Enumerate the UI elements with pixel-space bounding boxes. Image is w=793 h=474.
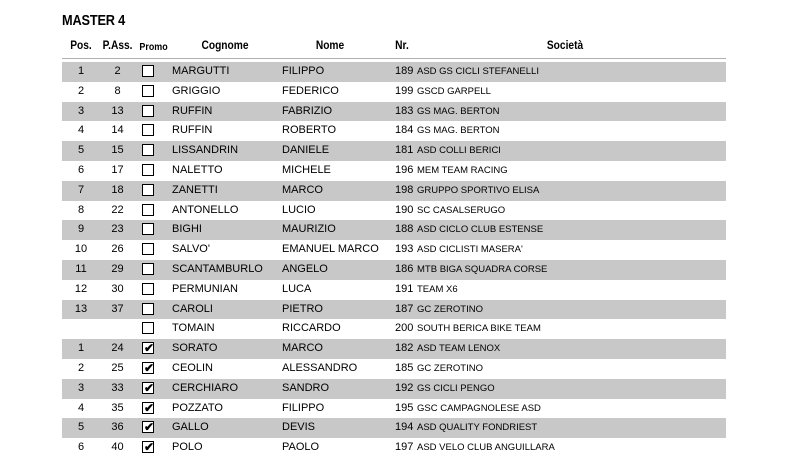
position-cell: 1 — [77, 342, 85, 355]
table-row — [62, 319, 726, 339]
position-cell: 13 — [74, 302, 88, 315]
table-row — [62, 82, 726, 102]
header-pass: P.Ass. — [102, 38, 133, 52]
assigned-position-cell: 17 — [111, 163, 124, 176]
team-cell: MTB BIGA SQUADRA CORSE — [417, 263, 548, 275]
promo-checkbox — [142, 263, 154, 275]
surname-cell: GALLO — [172, 421, 209, 434]
table-row — [62, 280, 726, 300]
promo-checkbox-checked — [142, 402, 154, 414]
checkmark-icon: ✔ — [144, 420, 155, 435]
position-cell: 9 — [77, 223, 85, 236]
name-cell: MICHELE — [282, 163, 331, 176]
position-cell: 6 — [77, 163, 85, 176]
surname-cell: NALETTO — [172, 163, 223, 176]
promo-checkbox — [142, 283, 154, 295]
name-cell: SANDRO — [282, 381, 330, 394]
checkmark-icon: ✔ — [144, 360, 155, 375]
assigned-position-cell: 40 — [111, 441, 124, 454]
team-cell: ASD COLLI BERICI — [417, 145, 501, 157]
promo-checkbox-checked — [142, 441, 154, 453]
surname-cell: ZANETTI — [172, 183, 218, 196]
team-cell: ASD TEAM LENOX — [417, 343, 501, 355]
team-cell: MEM TEAM RACING — [417, 164, 508, 176]
bib-number-cell: 198 — [395, 183, 414, 196]
table-row — [62, 220, 726, 240]
assigned-position-cell: 23 — [111, 223, 124, 236]
position-cell: 5 — [77, 421, 85, 434]
team-cell: SC CASALSERUGO — [417, 204, 506, 216]
team-cell: GRUPPO SPORTIVO ELISA — [417, 184, 540, 196]
checkmark-icon: ✔ — [144, 341, 155, 356]
team-cell: ASD GS CICLI STEFANELLI — [417, 66, 539, 77]
position-cell: 5 — [77, 144, 85, 157]
table-row — [62, 438, 726, 458]
team-cell: GC ZEROTINO — [417, 303, 483, 315]
promo-checkbox — [142, 65, 154, 77]
bib-number-cell: 194 — [395, 421, 414, 434]
table-row — [62, 141, 726, 161]
header-promo: Promo — [139, 41, 168, 53]
surname-cell: SORATO — [172, 342, 218, 355]
assigned-position-cell: 30 — [111, 282, 124, 295]
assigned-position-cell: 37 — [111, 302, 124, 315]
name-cell: PAOLO — [282, 441, 320, 454]
checkmark-icon: ✔ — [144, 440, 155, 455]
bib-number-cell: 193 — [395, 243, 414, 256]
surname-cell: POLO — [172, 441, 203, 454]
bib-number-cell: 200 — [395, 322, 414, 335]
team-cell: GSC CAMPAGNOLESE ASD — [417, 402, 541, 414]
surname-cell: ANTONELLO — [172, 203, 239, 216]
position-cell: 6 — [77, 441, 85, 454]
name-cell: DEVIS — [282, 421, 316, 434]
surname-cell: POZZATO — [172, 401, 223, 414]
team-cell: GS CICLI PENGO — [417, 382, 495, 394]
table-row — [62, 161, 726, 181]
assigned-position-cell: 35 — [111, 401, 124, 414]
name-cell: DANIELE — [282, 144, 330, 157]
assigned-position-cell: 26 — [111, 243, 124, 256]
header-nome: Nome — [315, 38, 345, 52]
promo-checkbox-checked — [142, 362, 154, 374]
name-cell: LUCA — [282, 282, 312, 295]
surname-cell: RUFFIN — [172, 124, 213, 137]
position-cell: 12 — [74, 282, 88, 295]
surname-cell: MARGUTTI — [172, 65, 230, 77]
team-cell: GS MAG. BERTON — [417, 125, 500, 137]
team-cell: GSCD GARPELL — [417, 85, 491, 97]
name-cell: MARCO — [282, 183, 323, 196]
assigned-position-cell: 8 — [114, 84, 121, 97]
assigned-position-cell: 29 — [111, 262, 124, 275]
promo-checkbox — [142, 204, 154, 216]
position-cell: 3 — [77, 104, 85, 117]
assigned-position-cell: 13 — [111, 104, 124, 117]
surname-cell: LISSANDRIN — [172, 144, 239, 157]
table-row — [62, 359, 726, 379]
promo-checkbox-checked — [142, 421, 154, 433]
promo-checkbox — [142, 184, 154, 196]
position-cell: 4 — [77, 401, 85, 414]
header-nr: Nr. — [395, 38, 409, 52]
promo-checkbox — [142, 322, 154, 334]
surname-cell: BIGHI — [172, 223, 202, 236]
promo-checkbox — [142, 124, 154, 136]
name-cell: FILIPPO — [282, 65, 325, 77]
promo-checkbox — [142, 243, 154, 255]
team-cell: ASD VELO CLUB ANGUILLARA — [417, 442, 555, 454]
name-cell: MARCO — [282, 342, 323, 355]
bib-number-cell: 186 — [395, 262, 414, 275]
bib-number-cell: 199 — [395, 84, 414, 97]
header-separator — [62, 58, 726, 59]
bib-number-cell: 196 — [395, 163, 414, 176]
promo-checkbox-checked — [142, 342, 154, 354]
name-cell: PIETRO — [282, 302, 323, 315]
table-row — [62, 339, 726, 359]
assigned-position-cell: 33 — [111, 381, 124, 394]
name-cell: FEDERICO — [282, 84, 339, 97]
surname-cell: RUFFIN — [172, 104, 213, 117]
surname-cell: CAROLI — [172, 302, 213, 315]
bib-number-cell: 195 — [395, 401, 414, 414]
team-cell: TEAM X6 — [417, 283, 458, 295]
header-pos: Pos. — [70, 38, 92, 52]
bib-number-cell: 190 — [395, 203, 414, 216]
assigned-position-cell: 25 — [111, 361, 124, 374]
promo-checkbox — [142, 144, 154, 156]
name-cell: RICCARDO — [282, 322, 341, 335]
name-cell: EMANUEL MARCO — [282, 243, 379, 256]
name-cell: ANGELO — [282, 262, 328, 275]
assigned-position-cell: 18 — [111, 183, 124, 196]
surname-cell: TOMAIN — [172, 322, 215, 335]
table-row — [62, 300, 726, 320]
promo-checkbox — [142, 303, 154, 315]
promo-checkbox — [142, 223, 154, 235]
position-cell: 8 — [77, 203, 85, 216]
bib-number-cell: 181 — [395, 144, 414, 157]
assigned-position-cell: 24 — [111, 342, 124, 355]
bib-number-cell: 192 — [395, 381, 414, 394]
team-cell: SOUTH BERICA BIKE TEAM — [417, 323, 541, 335]
name-cell: FILIPPO — [282, 401, 325, 414]
assigned-position-cell: 15 — [111, 144, 124, 157]
team-cell: ASD CICLO CLUB ESTENSE — [417, 224, 544, 236]
bib-number-cell: 189 — [395, 65, 414, 77]
surname-cell: SCANTAMBURLO — [172, 262, 263, 275]
promo-checkbox — [142, 85, 154, 97]
position-cell: 4 — [77, 124, 85, 137]
position-cell: 2 — [77, 84, 85, 97]
bib-number-cell: 191 — [395, 282, 414, 295]
team-cell: ASD QUALITY FONDRIEST — [417, 422, 538, 434]
promo-checkbox — [142, 105, 154, 117]
team-cell: GS MAG. BERTON — [417, 105, 500, 117]
surname-cell: CEOLIN — [172, 361, 213, 374]
table-row — [62, 181, 726, 201]
bib-number-cell: 188 — [395, 223, 414, 236]
surname-cell: PERMUNIAN — [172, 282, 239, 295]
bib-number-cell: 185 — [395, 361, 414, 374]
name-cell: LUCIO — [282, 203, 316, 216]
table-row — [62, 399, 726, 419]
table-row — [62, 62, 726, 82]
assigned-position-cell: 22 — [111, 203, 124, 216]
promo-checkbox — [142, 164, 154, 176]
name-cell: ROBERTO — [282, 124, 336, 137]
position-cell: 3 — [77, 381, 85, 394]
position-cell: 2 — [77, 361, 85, 374]
header-societa: Società — [546, 38, 584, 52]
team-cell: GC ZEROTINO — [417, 362, 483, 374]
surname-cell: GRIGGIO — [172, 84, 221, 97]
bib-number-cell: 182 — [395, 342, 414, 355]
bib-number-cell: 187 — [395, 302, 414, 315]
assigned-position-cell: 14 — [111, 124, 124, 137]
checkmark-icon: ✔ — [144, 400, 155, 415]
bib-number-cell: 184 — [395, 124, 414, 137]
bib-number-cell: 197 — [395, 441, 414, 454]
header-cognome: Cognome — [201, 38, 249, 52]
results-table — [62, 62, 726, 458]
position-cell: 10 — [74, 243, 88, 256]
page-title: MASTER 4 — [62, 12, 126, 29]
name-cell: MAURIZIO — [282, 223, 336, 236]
surname-cell: SALVO' — [172, 243, 210, 256]
position-cell: 1 — [77, 65, 85, 77]
table-row — [62, 102, 726, 122]
table-row — [62, 379, 726, 399]
table-row — [62, 418, 726, 438]
assigned-position-cell: 2 — [114, 65, 121, 77]
table-row — [62, 260, 726, 280]
position-cell: 7 — [77, 183, 85, 196]
bib-number-cell: 183 — [395, 104, 414, 117]
assigned-position-cell: 36 — [111, 421, 124, 434]
table-row — [62, 201, 726, 221]
promo-checkbox-checked — [142, 382, 154, 394]
table-row — [62, 240, 726, 260]
checkmark-icon: ✔ — [144, 380, 155, 395]
name-cell: ALESSANDRO — [282, 361, 358, 374]
table-row — [62, 121, 726, 141]
surname-cell: CERCHIARO — [172, 381, 239, 394]
team-cell: ASD CICLISTI MASERA' — [417, 244, 523, 256]
position-cell: 11 — [75, 262, 87, 275]
name-cell: FABRIZIO — [282, 104, 333, 117]
